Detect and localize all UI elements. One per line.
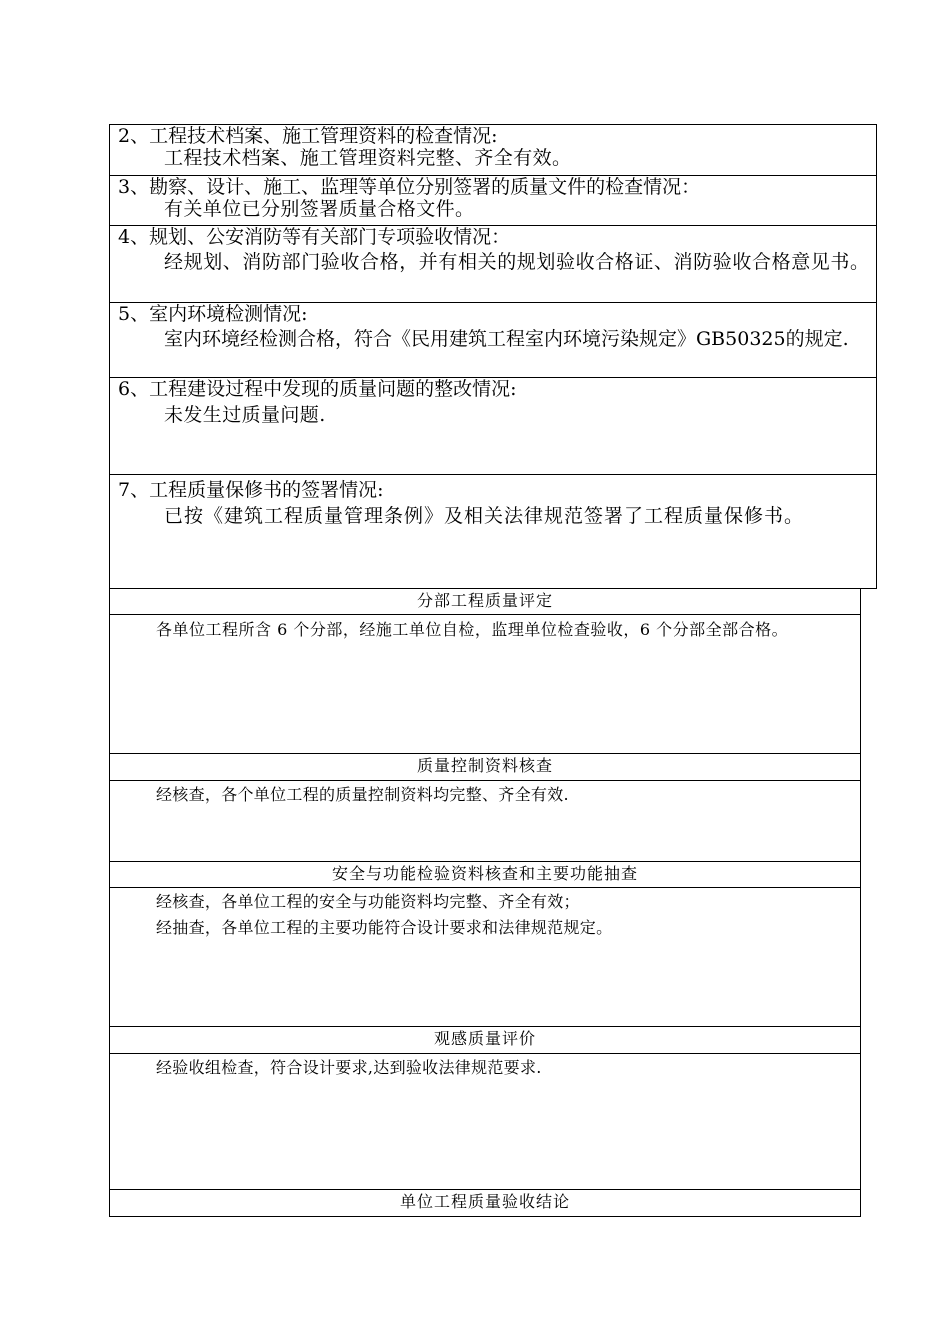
- item-body: 室内环境经检测合格，符合《民用建筑工程室内环境污染规定》GB50325的规定.: [164, 328, 849, 350]
- section-content-appearance-quality: [109, 1053, 861, 1190]
- item-body: 已按《建筑工程质量管理条例》及相关法律规范签署了工程质量保修书。: [164, 505, 805, 527]
- content-line: 各单位工程所含 6 个分部，经施工单位自检，监理单位检查验收，6 个分部全部合格。: [156, 620, 789, 639]
- section-content-quality-control-data: [109, 780, 861, 862]
- item-title: 7、工程质量保修书的签署情况:: [118, 479, 384, 501]
- inspection-item-special-acceptance: [109, 225, 877, 303]
- section-header-text: 单位工程质量验收结论: [399, 1192, 570, 1211]
- content-line: 经核查，各个单位工程的质量控制资料均完整、齐全有效.: [156, 785, 569, 804]
- section-header-text: 质量控制资料核查: [416, 756, 553, 775]
- item-title: 3、勘察、设计、施工、监理等单位分别签署的质量文件的检查情况：: [118, 176, 701, 198]
- item-body: 有关单位已分别签署质量合格文件。: [164, 198, 475, 220]
- section-header-sub-project-rating: [109, 588, 861, 615]
- section-header-text: 观感质量评价: [433, 1029, 536, 1048]
- content-line: 经核查，各单位工程的安全与功能资料均完整、齐全有效；: [156, 892, 580, 911]
- inspection-item-indoor-environment: [109, 302, 877, 378]
- item-body: 工程技术档案、施工管理资料完整、齐全有效。: [164, 147, 572, 169]
- section-header-text: 分部工程质量评定: [416, 591, 553, 610]
- item-title: 6、工程建设过程中发现的质量问题的整改情况:: [118, 378, 517, 400]
- inspection-item-quality-documents: [109, 175, 877, 226]
- content-line: 经验收组检查，符合设计要求,达到验收法律规范要求.: [156, 1058, 542, 1077]
- section-header-text: 安全与功能检验资料核查和主要功能抽查: [331, 864, 638, 883]
- section-header-quality-control-data: [109, 753, 861, 781]
- item-title: 5、室内环境检测情况:: [118, 303, 308, 325]
- section-header-acceptance-conclusion: [109, 1189, 861, 1217]
- inspection-item-quality-issues: [109, 377, 877, 475]
- item-body: 未发生过质量问题.: [164, 404, 326, 426]
- inspection-item-technical-archives: [109, 124, 877, 176]
- section-header-appearance-quality: [109, 1026, 861, 1054]
- section-header-safety-function-check: [109, 861, 861, 888]
- section-content-safety-function-check: [109, 887, 861, 1027]
- item-body: 经规划、消防部门验收合格，并有相关的规划验收合格证、消防验收合格意见书。: [164, 251, 870, 273]
- item-title: 2、工程技术档案、施工管理资料的检查情况:: [118, 125, 498, 147]
- inspection-item-warranty: [109, 474, 877, 589]
- section-content-sub-project-rating: [109, 614, 861, 754]
- content-line: 经抽查，各单位工程的主要功能符合设计要求和法律规范规定。: [156, 918, 613, 937]
- item-title: 4、规划、公安消防等有关部门专项验收情况：: [118, 226, 511, 248]
